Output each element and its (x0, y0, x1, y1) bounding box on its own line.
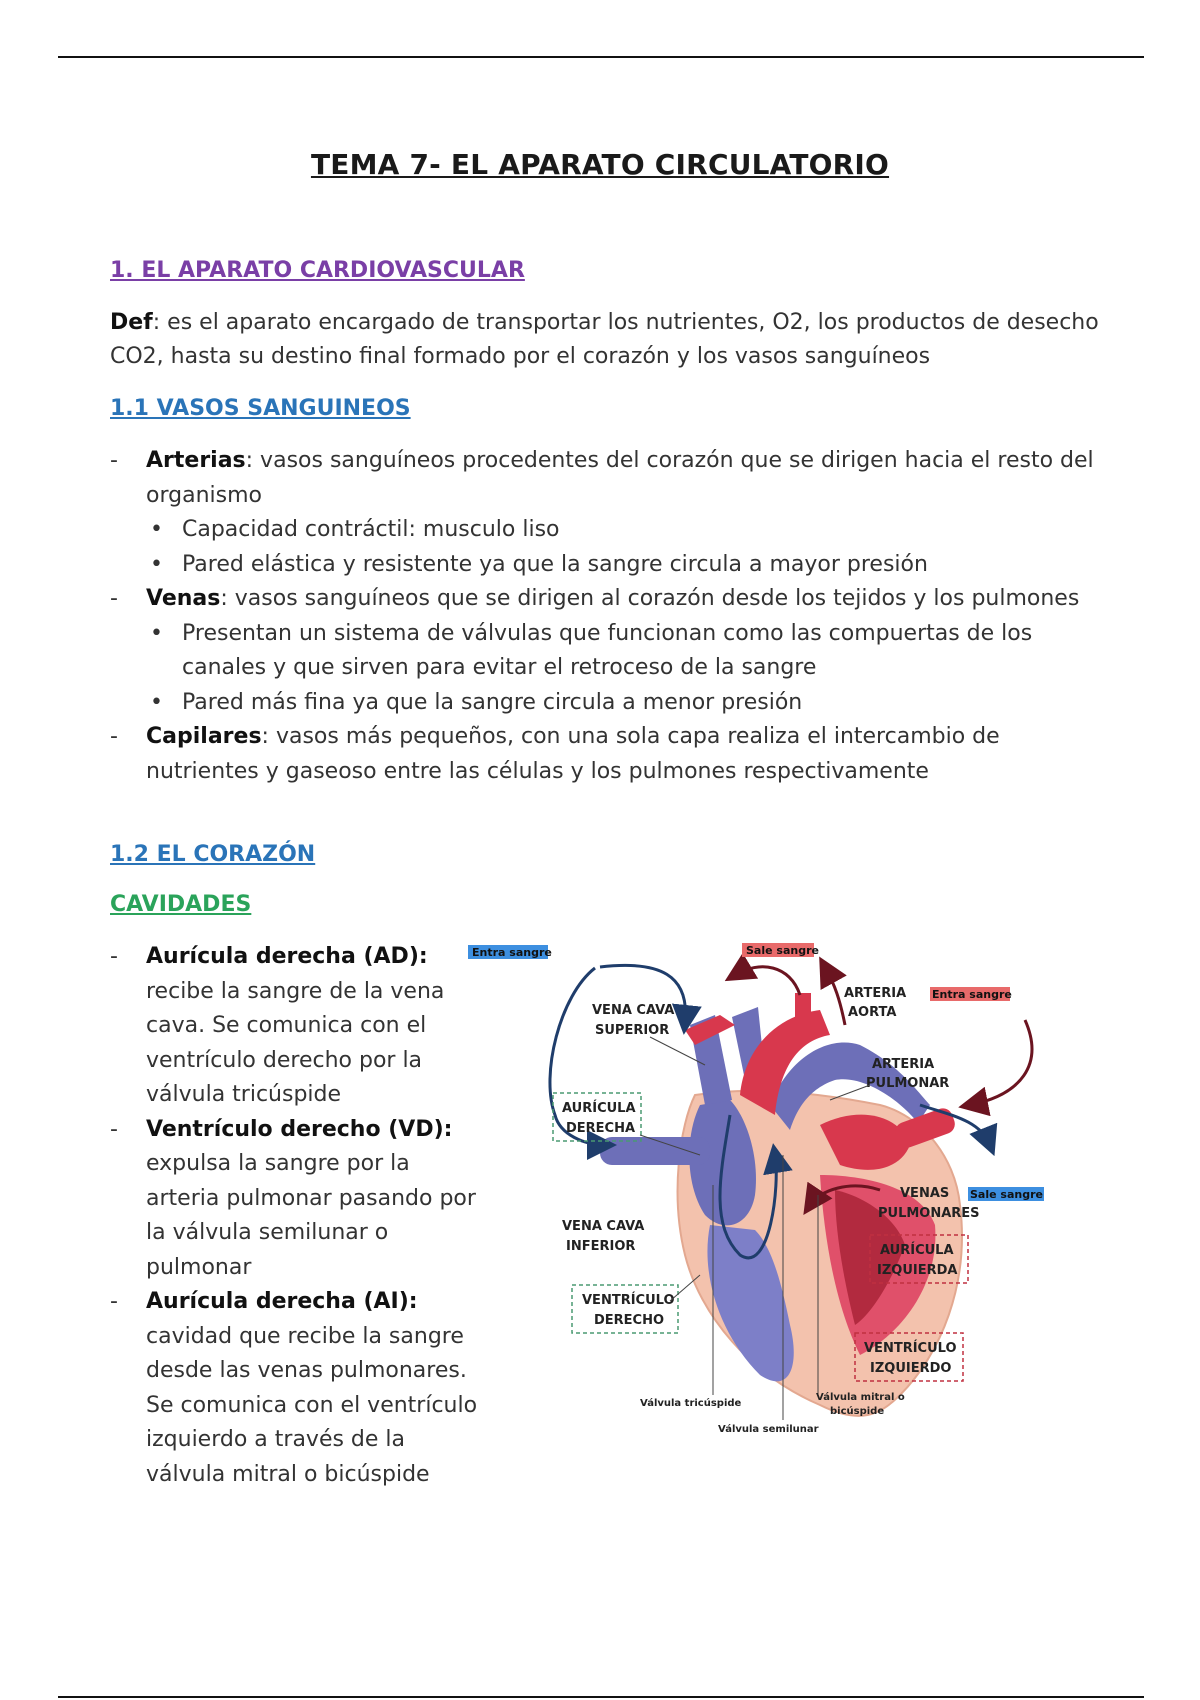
heart-diagram (472, 944, 1140, 1495)
section-heading-cardiovascular: 1. EL APARATO CARDIOVASCULAR (110, 258, 525, 283)
list-item-auricula-izquierda: - Aurícula derecha (AI): cavidad que recibe la sangre desde las venas pulmonares. Se comunica con el ventrículo izquierdo a través de la válvula mitral o bicúspide (110, 1289, 478, 1487)
list-item-capilares: - Capilares: vasos más pequeños, con una sola capa realiza el intercambio de nutrientes y gaseoso entre las células y los pulmones respectivamente (110, 724, 1000, 784)
definition-paragraph (110, 306, 1110, 374)
bullet-icon: • (150, 551, 163, 577)
section-heading-vasos: 1.1 VASOS SANGUINEOS (110, 396, 411, 421)
bullet-item: • Capacidad contráctil: musculo liso (110, 513, 1110, 548)
label-ventriculo-derecho: VENTRÍCULO (582, 1293, 675, 1308)
label-ventriculo-izquierdo: VENTRÍCULO (864, 1341, 957, 1356)
list-item-ventriculo-derecho: - Ventrículo derecho (VD): expulsa la sangre por la arteria pulmonar pasando por la válvula semilunar o pulmonar (110, 1116, 476, 1280)
term-arterias: Arterias (146, 448, 246, 473)
bullet-icon: • (150, 620, 163, 646)
bullet-item: • Pared elástica y resistente ya que la sangre circula a mayor presión (110, 548, 1110, 583)
flow-arrow-entra-left (550, 968, 605, 1145)
flow-arrow-sale-top (735, 967, 800, 995)
label-auricula-izquierda: AURÍCULA (880, 1243, 954, 1258)
term-venas: Venas (146, 586, 221, 611)
bullet-icon: • (150, 517, 163, 542)
label-valvula-mitral: Válvula mitral o (816, 1392, 905, 1403)
svg-text:DERECHA: DERECHA (566, 1121, 636, 1136)
label-auricula-derecha: AURÍCULA (562, 1101, 636, 1116)
cavidades-list (110, 940, 490, 1492)
svg-text:INFERIOR: INFERIOR (566, 1239, 636, 1254)
svg-text:bicúspide: bicúspide (830, 1406, 885, 1417)
svg-text:Sale sangre: Sale sangre (970, 1188, 1043, 1201)
list-item-auricula-derecha: - Aurícula derecha (AD): recibe la sangre de la vena cava. Se comunica con el ventrículo derecho por la válvula tricúspide (110, 944, 445, 1107)
svg-text:DERECHO: DERECHO (594, 1313, 665, 1328)
label-vena-cava-inferior: VENA CAVA (562, 1219, 645, 1234)
subheading-cavidades: CAVIDADES (110, 892, 252, 917)
label-valvula-semilunar: Válvula semilunar (718, 1424, 819, 1435)
bullet-item: • Pared más fina ya que la sangre circula a menor presión (110, 686, 1110, 721)
page-title: TEMA 7- EL APARATO CIRCULATORIO (310, 148, 890, 181)
label-valvula-tricuspide: Válvula tricúspide (640, 1398, 742, 1409)
svg-text:PULMONAR: PULMONAR (866, 1076, 950, 1091)
label-vena-cava-superior: VENA CAVA (592, 1003, 675, 1018)
bullet-item: • Presentan un sistema de válvulas que funcionan como las compuertas de los canales y que sirven para evitar el retroceso de la sangre (110, 617, 1110, 686)
label-arteria-pulmonar: ARTERIA (872, 1057, 935, 1072)
svg-text:Entra sangre: Entra sangre (932, 988, 1012, 1001)
def-text: : es el aparato encargado de transportar los nutrientes, O2, los productos de desecho CO2, hasta su destino final formado por el corazón y los vasos sanguíneos (110, 310, 1099, 369)
def-label: Def (110, 310, 153, 335)
section-heading-corazon: 1.2 EL CORAZÓN (110, 842, 316, 867)
bullet-icon: • (150, 689, 163, 715)
top-rule (58, 56, 1144, 58)
term-capilares: Capilares (146, 724, 262, 749)
svg-text:Entra sangre: Entra sangre (472, 946, 552, 959)
list-item-venas: - Venas: vasos sanguíneos que se dirigen al corazón desde los tejidos y los pulmones (110, 586, 1080, 611)
vena-cava-inferior-shape (600, 1137, 710, 1165)
bottom-rule (58, 1696, 1144, 1698)
svg-text:PULMONARES: PULMONARES (878, 1206, 980, 1221)
list-item-arterias: - Arterias: vasos sanguíneos procedentes del corazón que se dirigen hacia el resto del organismo (110, 448, 1094, 508)
label-arteria-aorta: ARTERIA (844, 986, 907, 1001)
vasos-list (110, 444, 1110, 789)
flow-arrow-entra-right (970, 1020, 1032, 1105)
svg-text:AORTA: AORTA (848, 1005, 897, 1020)
svg-text:IZQUIERDA: IZQUIERDA (877, 1263, 958, 1278)
svg-text:IZQUIERDO: IZQUIERDO (870, 1361, 952, 1376)
label-venas-pulmonares: VENAS (900, 1186, 950, 1201)
svg-text:SUPERIOR: SUPERIOR (595, 1023, 670, 1038)
svg-text:Sale sangre: Sale sangre (746, 944, 819, 957)
